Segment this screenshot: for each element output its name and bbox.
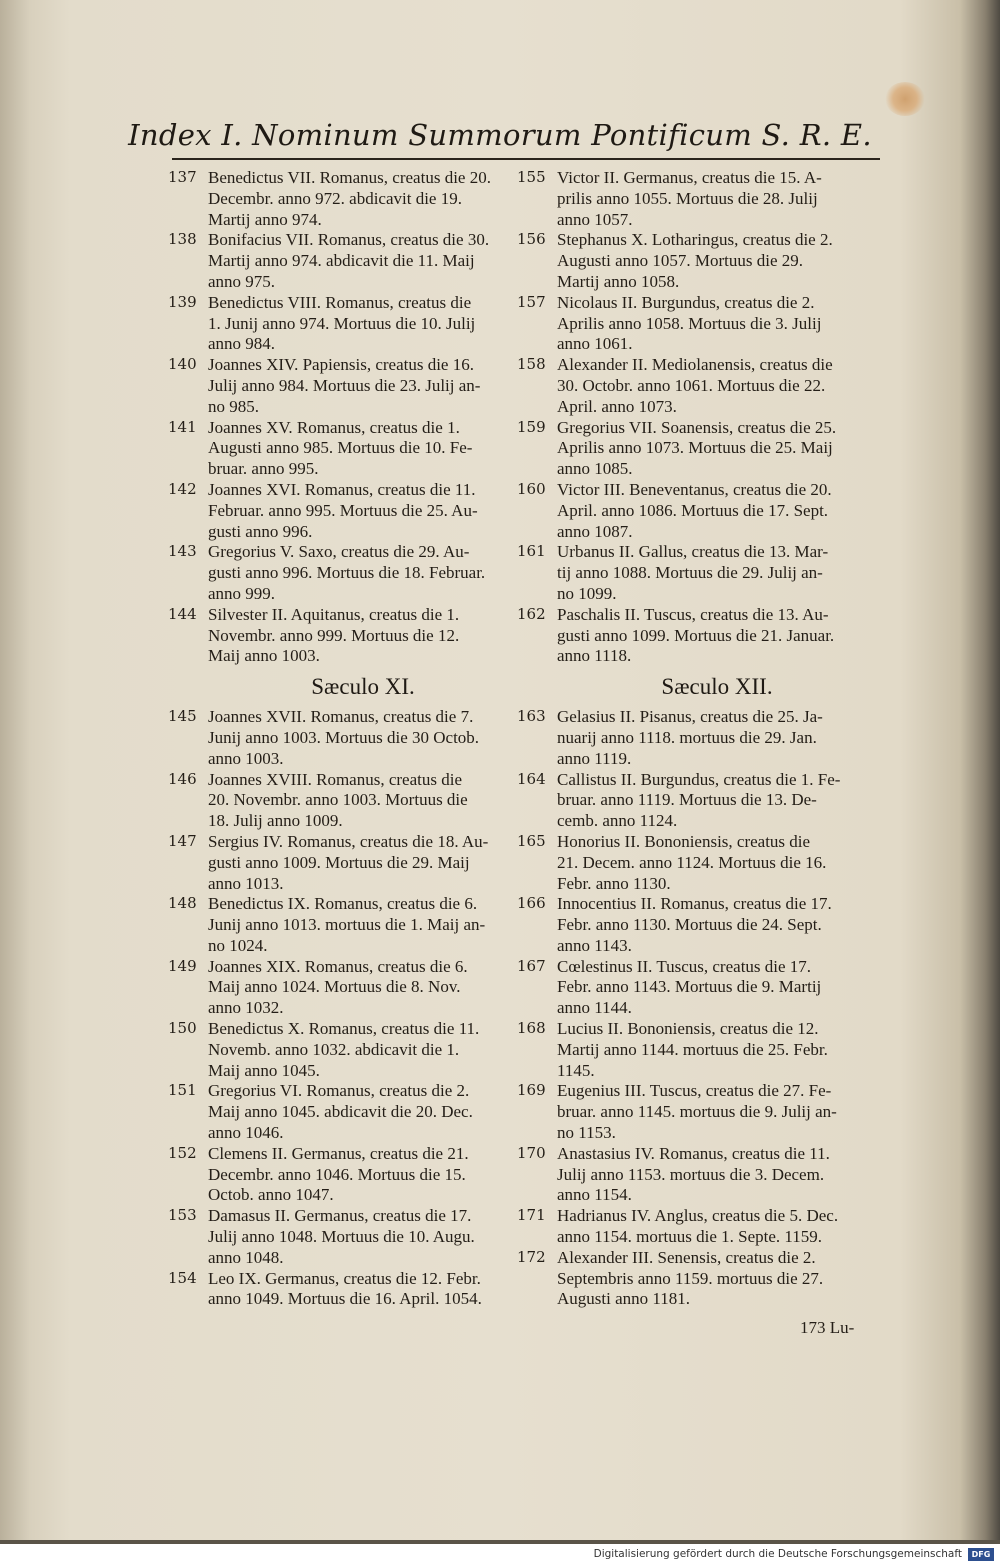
index-entry (168, 1081, 518, 1143)
entry-number: 163 (517, 707, 546, 726)
entry-text (557, 770, 877, 832)
entry-line: Benedictus X. Romanus, creatus die 11. (208, 1019, 480, 1039)
entry-line: Paschalis II. Tuscus, creatus die 13. Au- (557, 604, 829, 624)
index-entry (168, 832, 518, 894)
entry-line: anno 1048. (208, 1247, 284, 1267)
entry-text (208, 1019, 518, 1081)
entry-line: anno 975. (208, 271, 276, 291)
index-entry (517, 480, 877, 542)
entry-text (208, 832, 518, 894)
entry-number: 167 (517, 956, 546, 975)
paper-stain (885, 82, 925, 116)
entry-text (208, 542, 518, 604)
index-entry (517, 770, 877, 832)
entry-number: 169 (517, 1081, 546, 1100)
entry-line: Septembris anno 1159. mortuus die 27. (557, 1268, 824, 1288)
index-entry (168, 770, 518, 832)
index-entry (517, 957, 877, 1019)
index-entry (517, 605, 877, 667)
entry-line: Bonifacius VII. Romanus, creatus die 30. (208, 230, 490, 250)
index-entry (168, 707, 518, 769)
entry-line: Aprilis anno 1073. Mortuus die 25. Maij (557, 438, 833, 458)
entry-line: anno 1119. (557, 748, 632, 768)
entry-text (208, 230, 518, 292)
index-entry (517, 1081, 877, 1143)
entry-line: anno 999. (208, 583, 276, 603)
entry-number: 140 (168, 355, 197, 374)
entry-line: Maij anno 1045. abdicavit die 20. Dec. (208, 1102, 473, 1122)
entry-line: Junij anno 1013. mortuus die 1. Maij an- (208, 915, 486, 935)
section-heading: Sæculo XII. (661, 674, 773, 700)
entry-line: Anastasius IV. Romanus, creatus die 11. (557, 1143, 830, 1163)
entry-number: 143 (168, 542, 197, 561)
entry-line: Julij anno 984. Mortuus die 23. Julij an- (208, 375, 481, 395)
index-entry (168, 957, 518, 1019)
entry-line: Joannes XVI. Romanus, creatus die 11. (208, 479, 476, 499)
entry-number: 170 (517, 1143, 546, 1162)
entry-line: Joannes XV. Romanus, creatus die 1. (208, 417, 460, 437)
entry-line: Victor II. Germanus, creatus die 15. A- (557, 168, 822, 187)
entry-number: 138 (168, 230, 197, 249)
entry-line: anno 1049. Mortuus die 16. April. 1054. (208, 1289, 482, 1309)
entry-line: Junij anno 1003. Mortuus die 30 Octob. (208, 727, 480, 747)
index-entry (168, 1019, 518, 1081)
entry-line: Nicolaus II. Burgundus, creatus die 2. (557, 292, 815, 312)
entry-line: Benedictus VIII. Romanus, creatus die (208, 292, 472, 312)
entry-number: 155 (517, 168, 546, 186)
index-entry (517, 1019, 877, 1081)
entry-line: Victor III. Beneventanus, creatus die 20. (557, 479, 832, 499)
entry-line: anno 1085. (557, 459, 633, 479)
entry-line: anno 1143. (557, 935, 632, 955)
entry-text (557, 542, 877, 604)
title-rule (172, 158, 880, 160)
index-entry (517, 293, 877, 355)
index-entry (168, 542, 518, 604)
entry-line: Clemens II. Germanus, creatus die 21. (208, 1143, 469, 1163)
entry-line: anno 1003. (208, 748, 284, 768)
entry-line: Alexander III. Senensis, creatus die 2. (557, 1247, 816, 1267)
index-entry (168, 355, 518, 417)
entry-line: bruar. anno 995. (208, 459, 319, 479)
entry-text (557, 355, 877, 417)
entry-text (557, 605, 877, 667)
entry-line: Callistus II. Burgundus, creatus die 1. Fe- (557, 769, 841, 789)
entry-line: Julij anno 1153. mortuus die 3. Decem. (557, 1164, 825, 1184)
entry-text (208, 605, 518, 667)
entry-text (208, 355, 518, 417)
entry-line: nuarij anno 1118. mortuus die 29. Jan. (557, 727, 817, 747)
index-entry (517, 418, 877, 480)
entry-line: Benedictus IX. Romanus, creatus die 6. (208, 894, 478, 914)
index-entry (517, 230, 877, 292)
entry-line: Martij anno 974. (208, 209, 322, 229)
entry-line: Joannes XIX. Romanus, creatus die 6. (208, 956, 468, 976)
index-entry (168, 1206, 518, 1268)
entry-number: 154 (168, 1268, 197, 1287)
entry-number: 147 (168, 831, 197, 850)
index-entry (517, 1144, 877, 1206)
entry-line: gusti anno 996. (208, 521, 313, 541)
entry-text (557, 480, 877, 542)
entry-number: 161 (517, 542, 546, 561)
entry-line: Octob. anno 1047. (208, 1185, 334, 1205)
entry-line: Gregorius VI. Romanus, creatus die 2. (208, 1081, 470, 1101)
entry-line: Innocentius II. Romanus, creatus die 17. (557, 894, 832, 914)
index-entry (517, 168, 877, 230)
entry-line: tij anno 1088. Mortuus die 29. Julij an- (557, 563, 823, 583)
index-entry (517, 707, 877, 769)
entry-line: anno 984. (208, 334, 276, 354)
index-entry (168, 293, 518, 355)
entry-number: 160 (517, 479, 546, 498)
entry-line: Eugenius III. Tuscus, creatus die 27. Fe- (557, 1081, 832, 1101)
entry-line: Alexander II. Mediolanensis, creatus die (557, 355, 833, 375)
entry-number: 139 (168, 292, 197, 311)
dfg-logo: DFG (968, 1548, 994, 1561)
footer-bar (0, 1544, 1000, 1566)
entry-line: 18. Julij anno 1009. (208, 811, 343, 831)
entry-number: 153 (168, 1206, 197, 1225)
entry-number: 152 (168, 1143, 197, 1162)
entry-line: gusti anno 1099. Mortuus die 21. Januar. (557, 625, 835, 645)
entry-text (208, 1081, 518, 1143)
index-entry (517, 542, 877, 604)
entry-line: Decembr. anno 972. abdicavit die 19. (208, 188, 462, 208)
entry-text (557, 894, 877, 956)
entry-text (208, 480, 518, 542)
index-entry (517, 832, 877, 894)
entry-text (208, 1206, 518, 1268)
index-entry (517, 1206, 877, 1248)
entry-line: Augusti anno 1057. Mortuus die 29. (557, 251, 804, 271)
section-heading: Sæculo XI. (311, 674, 415, 700)
entry-line: anno 1032. (208, 998, 284, 1018)
entry-line: anno 1013. (208, 873, 284, 893)
entry-line: Damasus II. Germanus, creatus die 17. (208, 1206, 472, 1226)
entry-number: 166 (517, 894, 546, 913)
entry-number: 159 (517, 417, 546, 436)
entry-line: Martij anno 1058. (557, 271, 680, 291)
entry-line: Febr. anno 1130. Mortuus die 24. Sept. (557, 915, 822, 935)
footer-credit: Digitalisierung gefördert durch die Deutsche Forschungsgemeinschaft (593, 1548, 962, 1560)
entry-text (557, 1019, 877, 1081)
entry-number: 137 (168, 168, 197, 186)
entry-number: 142 (168, 479, 197, 498)
entry-text (208, 1144, 518, 1206)
entry-line: anno 1154. (557, 1185, 632, 1205)
entry-line: Augusti anno 985. Mortuus die 10. Fe- (208, 438, 473, 458)
entry-number: 171 (517, 1206, 546, 1225)
index-entry (168, 1144, 518, 1206)
entry-line: Stephanus X. Lotharingus, creatus die 2. (557, 230, 833, 250)
right-column (517, 168, 877, 1310)
entry-line: Gregorius V. Saxo, creatus die 29. Au- (208, 542, 470, 562)
entry-line: anno 1046. (208, 1123, 284, 1143)
entry-text (557, 168, 877, 230)
index-entry (168, 168, 518, 230)
index-entry (517, 894, 877, 956)
entry-number: 149 (168, 956, 197, 975)
entry-line: Honorius II. Bononiensis, creatus die (557, 831, 811, 851)
entry-line: no 1024. (208, 935, 268, 955)
page-title: Index I. Nominum Summorum Pontificum S. R. E. (128, 118, 872, 152)
entry-line: Aprilis anno 1058. Mortuus die 3. Julij (557, 313, 822, 333)
entry-number: 150 (168, 1019, 197, 1038)
entry-line: anno 1087. (557, 521, 633, 541)
entry-text (557, 418, 877, 480)
entry-line: Maij anno 1045. (208, 1060, 320, 1080)
entry-line: Maij anno 1024. Mortuus die 8. Nov. (208, 977, 461, 997)
entry-line: Leo IX. Germanus, creatus die 12. Febr. (208, 1268, 481, 1288)
entries-list (168, 707, 518, 1310)
entry-line: 30. Octobr. anno 1061. Mortuus die 22. (557, 375, 826, 395)
entry-number: 141 (168, 417, 197, 436)
entry-line: Martij anno 1144. mortuus die 25. Febr. (557, 1039, 828, 1059)
entry-line: Febr. anno 1143. Mortuus die 9. Martij (557, 977, 822, 997)
entry-line: gusti anno 1009. Mortuus die 29. Maij (208, 852, 470, 872)
entry-line: Gelasius II. Pisanus, creatus die 25. Ja- (557, 707, 823, 727)
entry-line: Urbanus II. Gallus, creatus die 13. Mar- (557, 542, 829, 562)
entry-number: 145 (168, 707, 197, 726)
entry-line: 1. Junij anno 974. Mortuus die 10. Julij (208, 313, 476, 333)
index-entry (168, 480, 518, 542)
entries-list (168, 168, 518, 667)
entry-number: 146 (168, 769, 197, 788)
entry-text (557, 1081, 877, 1143)
entry-line: 20. Novembr. anno 1003. Mortuus die (208, 790, 468, 810)
entry-line: Benedictus VII. Romanus, creatus die 20. (208, 168, 491, 187)
index-entry (168, 894, 518, 956)
entry-line: Februar. anno 995. Mortuus die 25. Au- (208, 500, 478, 520)
entry-line: Hadrianus IV. Anglus, creatus die 5. Dec. (557, 1206, 839, 1226)
entry-line: Cœlestinus II. Tuscus, creatus die 17. (557, 956, 812, 976)
entry-line: gusti anno 996. Mortuus die 18. Februar. (208, 563, 486, 583)
entry-text (557, 293, 877, 355)
index-entry (517, 1248, 877, 1310)
entry-line: Joannes XVIII. Romanus, creatus die (208, 769, 462, 789)
entry-line: Novemb. anno 1032. abdicavit die 1. (208, 1039, 460, 1059)
entry-line: Febr. anno 1130. (557, 873, 671, 893)
entry-number: 156 (517, 230, 546, 249)
entry-text (557, 230, 877, 292)
entry-line: Decembr. anno 1046. Mortuus die 15. (208, 1164, 466, 1184)
entry-line: Sergius IV. Romanus, creatus die 18. Au- (208, 831, 489, 851)
entry-text (557, 1144, 877, 1206)
entry-text (208, 770, 518, 832)
entry-line: 21. Decem. anno 1124. Mortuus die 16. (557, 852, 827, 872)
entry-line: cemb. anno 1124. (557, 811, 678, 831)
entry-line: bruar. anno 1145. mortuus die 9. Julij an- (557, 1102, 837, 1122)
index-entry (517, 355, 877, 417)
entry-text (208, 1269, 518, 1311)
entry-line: anno 1061. (557, 334, 633, 354)
entry-text (557, 1248, 877, 1310)
entry-line: no 1099. (557, 583, 617, 603)
entry-line: Martij anno 974. abdicavit die 11. Maij (208, 251, 475, 271)
entry-line: anno 1154. mortuus die 1. Septe. 1159. (557, 1227, 823, 1247)
entry-line: no 1153. (557, 1123, 616, 1143)
entry-text (208, 957, 518, 1019)
entry-text (208, 707, 518, 769)
entry-line: anno 1057. (557, 209, 633, 229)
entry-number: 148 (168, 894, 197, 913)
entry-line: anno 1144. (557, 998, 632, 1018)
entry-line: April. anno 1073. (557, 396, 677, 416)
index-entry (168, 230, 518, 292)
entry-line: Gregorius VII. Soanensis, creatus die 25. (557, 417, 837, 437)
entry-text (557, 707, 877, 769)
entry-number: 164 (517, 769, 546, 788)
entry-number: 151 (168, 1081, 197, 1100)
entry-line: Julij anno 1048. Mortuus die 10. Augu. (208, 1227, 475, 1247)
entry-number: 144 (168, 604, 197, 623)
entry-line: 1145. (557, 1060, 595, 1080)
entry-text (557, 957, 877, 1019)
entries-list (517, 168, 877, 667)
entry-line: prilis anno 1055. Mortuus die 28. Julij (557, 188, 818, 208)
entry-line: Joannes XIV. Papiensis, creatus die 16. (208, 355, 474, 375)
entries-list (517, 707, 877, 1310)
entry-line: Novembr. anno 999. Mortuus die 12. (208, 625, 460, 645)
entry-line: Joannes XVII. Romanus, creatus die 7. (208, 707, 474, 727)
entry-line: anno 1118. (557, 646, 632, 666)
entry-number: 158 (517, 355, 546, 374)
entry-number: 157 (517, 292, 546, 311)
entry-text (208, 418, 518, 480)
entry-line: no 985. (208, 396, 259, 416)
entry-line: Silvester II. Aquitanus, creatus die 1. (208, 604, 460, 624)
left-column (168, 168, 518, 1310)
entry-text (208, 168, 518, 230)
entry-number: 172 (517, 1247, 546, 1266)
index-entry (168, 605, 518, 667)
entry-text (208, 293, 518, 355)
entry-line: bruar. anno 1119. Mortuus die 13. De- (557, 790, 817, 810)
entry-number: 168 (517, 1019, 546, 1038)
entry-text (557, 832, 877, 894)
catchword: 173 Lu- (800, 1318, 855, 1337)
entry-line: April. anno 1086. Mortuus die 17. Sept. (557, 500, 829, 520)
entry-text (557, 1206, 877, 1248)
entry-line: Lucius II. Bononiensis, creatus die 12. (557, 1019, 819, 1039)
entry-line: Maij anno 1003. (208, 646, 320, 666)
entry-number: 162 (517, 604, 546, 623)
index-entry (168, 1269, 518, 1311)
entry-text (208, 894, 518, 956)
entry-number: 165 (517, 831, 546, 850)
entry-line: Augusti anno 1181. (557, 1289, 691, 1309)
index-entry (168, 418, 518, 480)
